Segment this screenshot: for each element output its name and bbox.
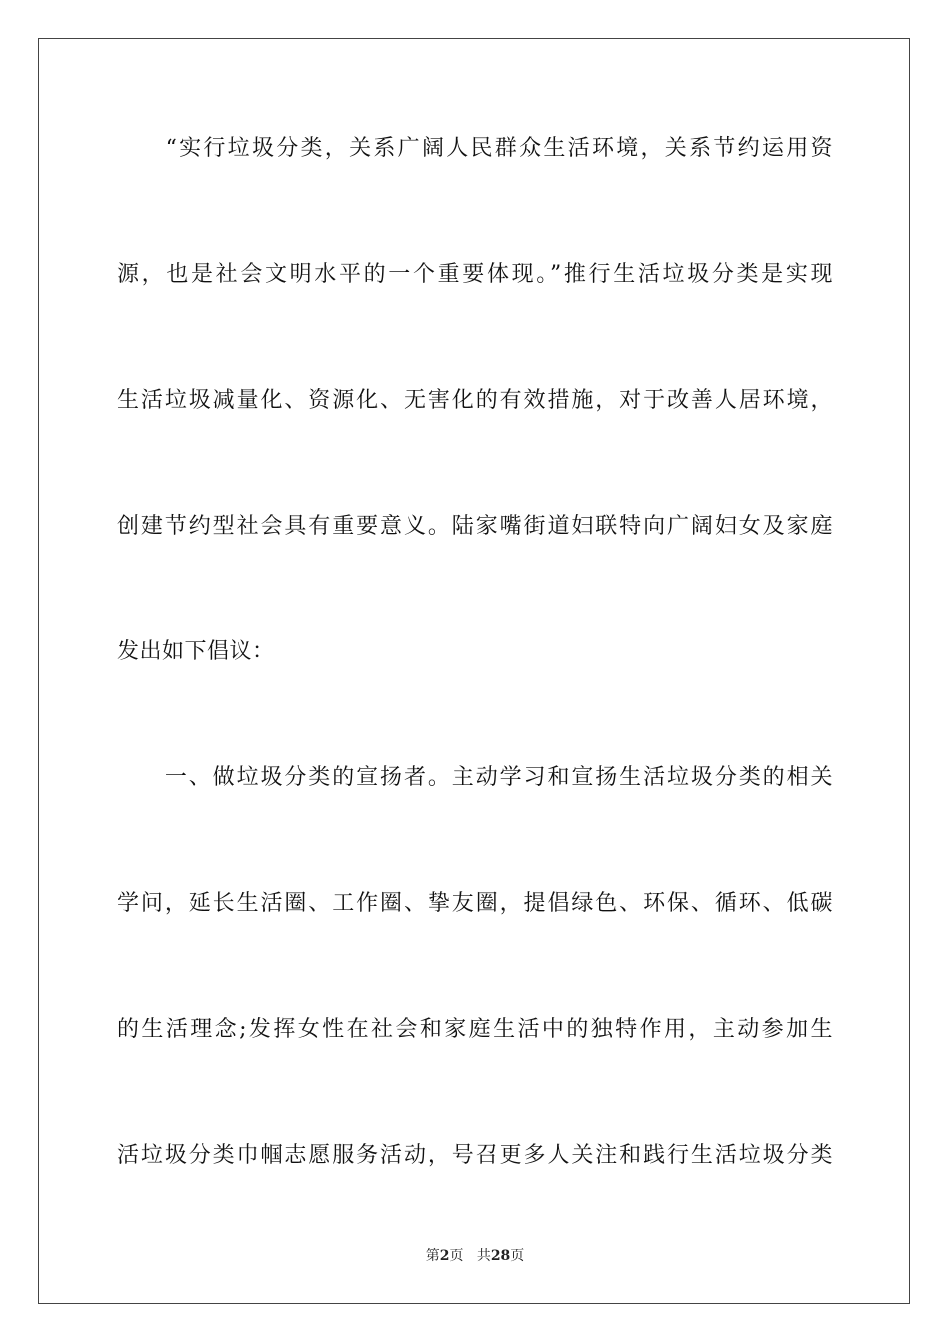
- paragraph-line: 生活垃圾减量化、资源化、无害化的有效措施，对于改善人居环境，: [117, 388, 833, 413]
- page-border: [38, 38, 910, 1304]
- footer-prefix: 第: [425, 1248, 440, 1264]
- page-footer: [0, 1247, 950, 1265]
- paragraph-line: 创建节约型社会具有重要意义。陆家嘴街道妇联特向广阔妇女及家庭: [117, 514, 833, 539]
- footer-total-suffix: 页: [510, 1248, 525, 1264]
- paragraph-line: 源，也是社会文明水平的一个重要体现。”推行生活垃圾分类是实现: [117, 262, 833, 287]
- paragraph-line: 学问，延长生活圈、工作圈、挚友圈，提倡绿色、环保、循环、低碳: [117, 891, 833, 916]
- paragraph-line: 一、做垃圾分类的宣扬者。主动学习和宣扬生活垃圾分类的相关: [117, 765, 833, 790]
- paragraph-line: 活垃圾分类巾帼志愿服务活动，号召更多人关注和践行生活垃圾分类: [117, 1143, 833, 1168]
- footer-total-prefix: 共: [476, 1248, 491, 1264]
- current-page-number: 2: [439, 1248, 450, 1264]
- paragraph-line: “实行垃圾分类，关系广阔人民群众生活环境，关系节约运用资: [117, 136, 833, 161]
- paragraph-line: 的生活理念;发挥女性在社会和家庭生活中的独特作用，主动参加生: [117, 1017, 833, 1042]
- total-pages-number: 28: [490, 1248, 511, 1264]
- footer-page-suffix: 页: [449, 1248, 464, 1264]
- paragraph-line: 发出如下倡议：: [117, 639, 275, 664]
